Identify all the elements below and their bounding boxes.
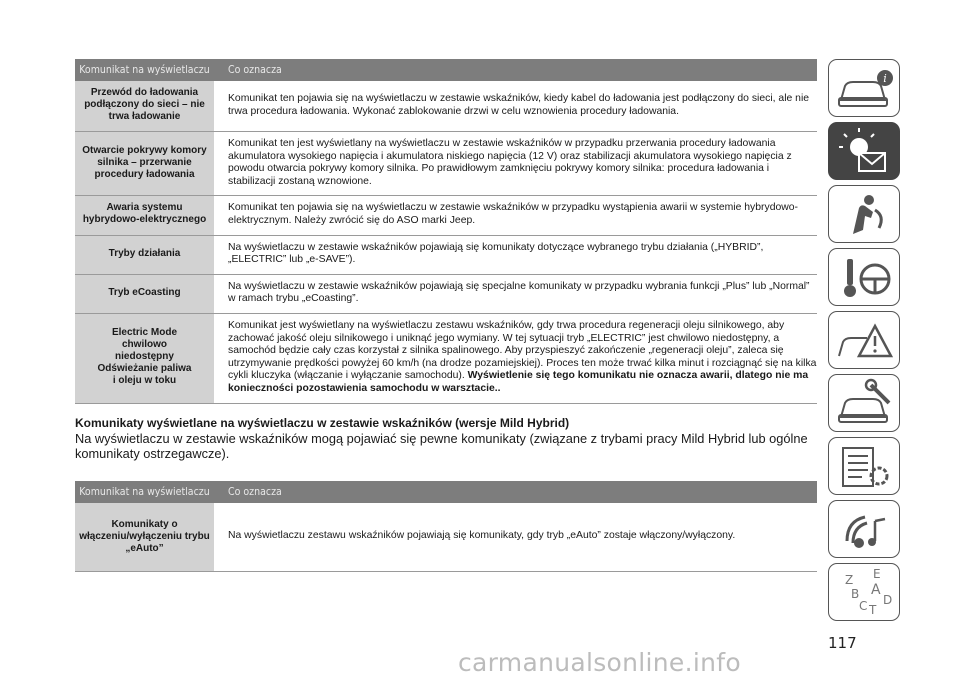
meaning-text: Na wyświetlaczu zestawu wskaźników pojawiają się komunikaty, gdy tryb „eAuto” zostaje włączony/wyłączony. (228, 530, 736, 542)
table-row (75, 313, 817, 403)
table-row (75, 132, 817, 196)
message-cell: Komunikaty o włączeniu/wyłączeniu trybu „eAuto” (75, 503, 214, 572)
meaning-bold-text: Wyświetlenie się tego komunikatu nie oznacza awarii, dlatego nie ma konieczności pozostawienia samochodu w warsztacie.. (228, 370, 809, 394)
warning-lights-message-icon (829, 123, 901, 181)
key-steering-wheel-icon (829, 249, 901, 307)
meaning-text: Komunikat ten pojawia się na wyświetlaczu w zestawie wskaźników, kiedy kabel do ładowania jest podłączony do sieci, ale nie trwa procedura ładowania. Wykonać zablokowanie drzwi w celu wznowienia procedury ładowania. (228, 92, 810, 117)
meaning-text: Komunikat ten jest wyświetlany na wyświetlaczu w zestawie wskaźników w przypadku przerwania procedury ładowania akumulatora wysokiego napięcia i akumulatora niskiego napięcia (12 V) oraz stabilizacji akumulatora wysokiego napięcia z powodu otwarcia pokrywy komory silnika. Po prawidłowym zamknięciu pokrywy komory silnika: procedura ładowania i stabilizacji zostaną wznowione. (228, 138, 792, 187)
meaning-cell (214, 503, 817, 572)
svg-text:i: i (883, 72, 887, 85)
tab-multimedia[interactable] (828, 500, 900, 558)
index-letter: Z (845, 573, 854, 587)
watermark: carmanualsonline.info (458, 648, 741, 677)
car-info-icon (829, 60, 901, 118)
message-cell: Otwarcie pokrywy komory silnika – przerwanie procedury ładowania (75, 132, 214, 196)
car-service-wrench-icon (829, 375, 901, 433)
section-body: Na wyświetlaczu w zestawie wskaźników mogą pojawiać się pewne komunikaty (związane z trybami pracy Mild Hybrid lub ogólne komunikaty ostrzegawcze). (75, 430, 808, 461)
index-letter: E (873, 567, 881, 581)
tab-index[interactable] (828, 563, 900, 621)
table-row (75, 274, 817, 313)
multimedia-icon (829, 501, 901, 559)
index-letter: C (859, 599, 868, 613)
table-row (75, 196, 817, 235)
message-cell: Tryb eCoasting (75, 274, 214, 313)
tab-emergency[interactable] (828, 311, 900, 369)
meaning-text: Komunikat ten pojawia się na wyświetlaczu w zestawie wskaźników w przypadku wystąpienia awarii w systemie hybrydowo-elektrycznym. Należy zwrócić się do ASO marki Jeep. (228, 202, 798, 226)
message-cell: Tryby działania (75, 235, 214, 274)
page-number: 117 (828, 634, 857, 652)
index-letter: T (869, 603, 877, 617)
meaning-text: Komunikat jest wyświetlany na wyświetlaczu zestawu wskaźników, gdy trwa procedura regeneracji oleju silnikowego, aby zachować jakość oleju silnikowego i uniknąć jego wymiany. W tej sytuacji tryb „ELECTRIC” jest chwilowo niedostępny, a samochód będzie cały czas korzystał z silnika spalinowego. Aby przyspieszyć zakończenie „regeneracji oleju”, zaleca się utrzymywanie prędkości powyżej 60 km/h (na drodze pozamiejskiej). Proces ten może trwać kilka minut i rozciągnąć się na kilka cykli kluczyka (włączanie i wyłączanie samochodu). (228, 319, 817, 382)
technical-specs-list-icon (829, 438, 901, 496)
meaning-cell (214, 132, 817, 196)
table-row (75, 503, 817, 572)
meaning-cell (214, 81, 817, 132)
meaning-cell (214, 313, 817, 403)
message-cell: Awaria systemu hybrydowo-elektrycznego (75, 196, 214, 235)
tab-servicing[interactable] (828, 374, 900, 432)
tab-technical-data[interactable] (828, 437, 900, 495)
messages-table (75, 59, 817, 404)
breakdown-warning-triangle-icon (829, 312, 901, 370)
mild-hybrid-messages-table (75, 481, 817, 572)
alphabetical-index-icon (829, 564, 901, 622)
message-cell: Przewód do ładowania podłączony do sieci – nie trwa ładowanie (75, 81, 214, 132)
section-title: Komunikaty wyświetlane na wyświetlaczu w zestawie wskaźników (wersje Mild Hybrid) (75, 415, 570, 430)
meaning-cell (214, 235, 817, 274)
tab-starting-driving[interactable] (828, 248, 900, 306)
tab-warning-lights-messages[interactable] (828, 122, 900, 180)
column-header-message: Komunikat na wyświetlaczu (75, 481, 214, 503)
meaning-text: Na wyświetlaczu w zestawie wskaźników pojawiają się specjalne komunikaty w przypadku wybrania funkcji „Plus” lub „Normal” w ramach trybu „eCoasting”. (228, 280, 810, 305)
page-content (75, 59, 817, 572)
meaning-text: Na wyświetlaczu w zestawie wskaźników pojawiają się komunikaty dotyczące wybranego trybu działania („HYBRID”, „ELECTRIC” lub „e-SAVE”). (228, 241, 764, 266)
meaning-cell (214, 274, 817, 313)
message-cell: Electric Mode chwilowo niedostępny Odświeżanie paliwa i oleju w toku (75, 313, 214, 403)
table-row (75, 235, 817, 274)
column-header-message: Komunikat na wyświetlaczu (75, 59, 214, 81)
column-header-meaning: Co oznacza (214, 59, 817, 81)
table-row (75, 81, 817, 132)
column-header-meaning: Co oznacza (214, 481, 817, 503)
index-letter: D (883, 593, 893, 607)
index-letter: A (871, 582, 881, 598)
meaning-cell (214, 196, 817, 235)
index-letter: B (851, 587, 860, 601)
seat-airbag-icon (829, 186, 901, 244)
tab-safety[interactable] (828, 185, 900, 243)
tab-car-info[interactable] (828, 59, 900, 117)
